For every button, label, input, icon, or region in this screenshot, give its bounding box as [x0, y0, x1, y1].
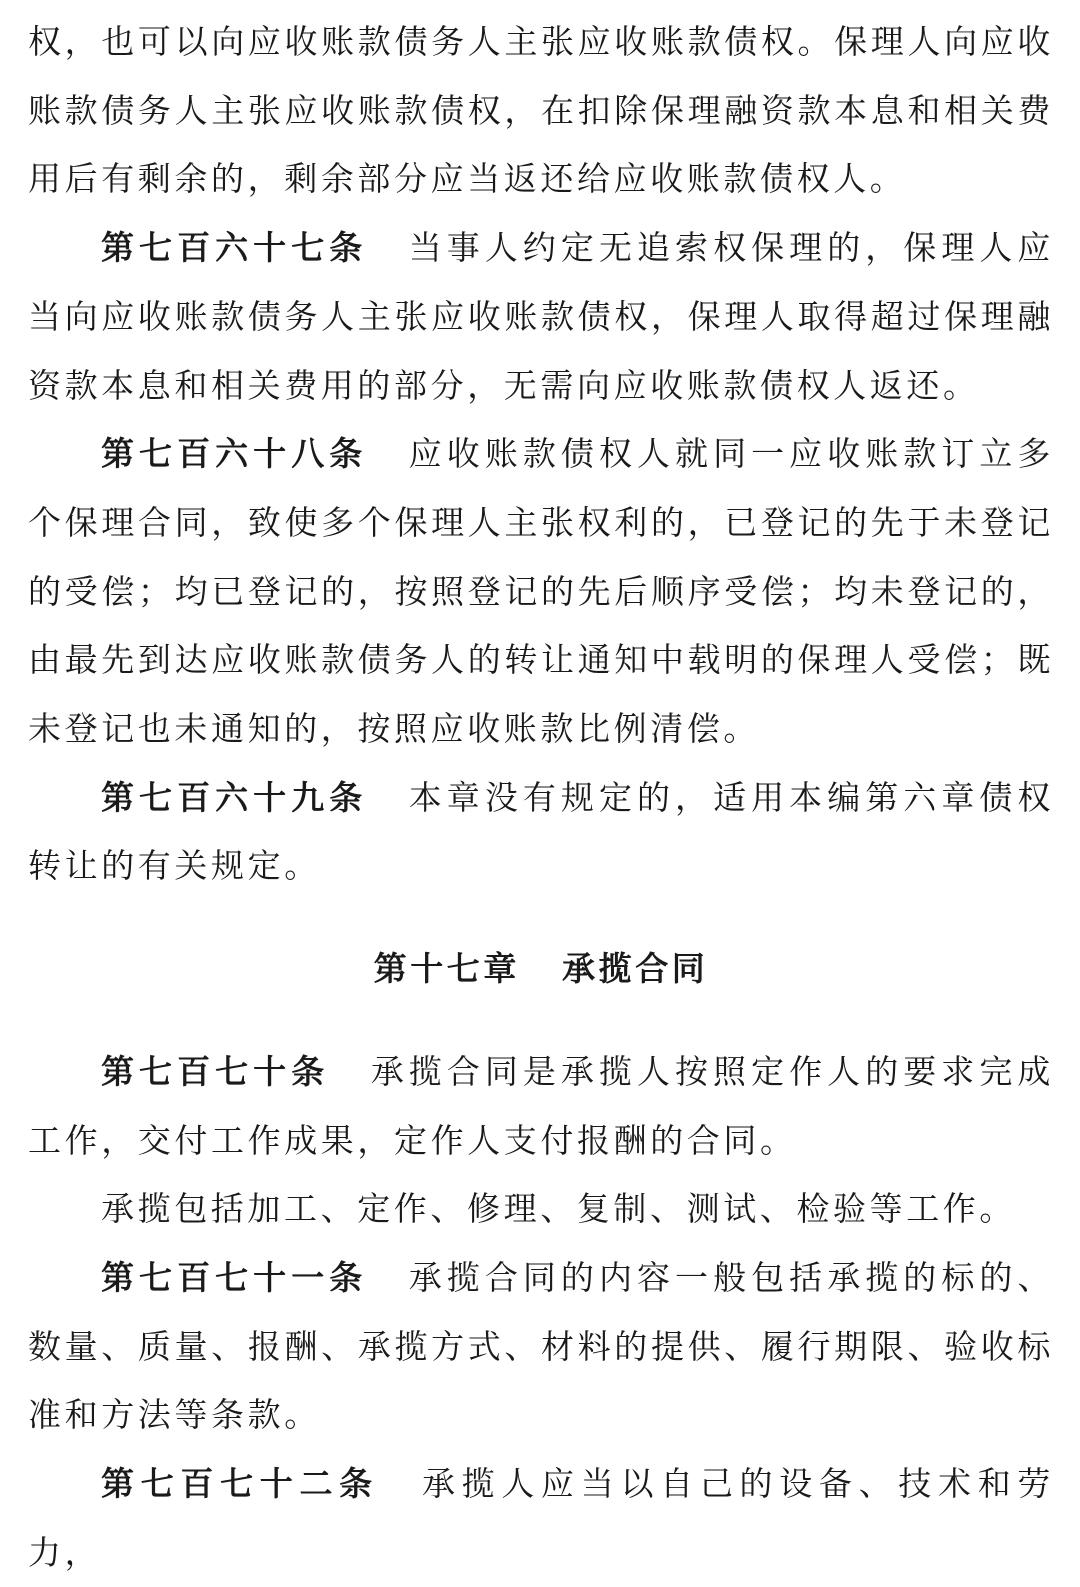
article-text: 应收账款债权人就同一应收账款订立多个保理合同，致使多个保理人主张权利的，已登记的先于未登记的受偿；均已登记的，按照登记的先后顺序受偿；均未登记的，由最先到达应收账款债务人的转让通知中载明的保理人受偿；既未登记也未通知的，按照应收账款比例清偿。 [28, 434, 1055, 749]
article-text: 当事人约定无追索权保理的，保理人应当向应收账款债务人主张应收账款债权，保理人取得超过保理融资款本息和相关费用的部分，无需向应收账款债权人返还。 [28, 228, 1055, 405]
article-770-clause-2 [28, 1175, 1054, 1244]
chapter-heading [28, 935, 1054, 1004]
article-text: 本章没有规定的，适用本编第六章债权转让的有关规定。 [28, 777, 1055, 886]
article-number: 第七百六十八条 [101, 434, 368, 474]
paragraph-continued [28, 8, 1054, 214]
chapter-number: 第十七章 [373, 949, 520, 989]
article-number: 第七百六十九条 [101, 777, 368, 817]
article-767 [28, 214, 1054, 420]
article-number: 第七百七十二条 [101, 1464, 379, 1504]
article-number: 第七百七十条 [101, 1051, 330, 1091]
paragraph-text: 承揽包括加工、定作、修理、复制、测试、检验等工作。 [101, 1189, 1016, 1229]
article-text: 承揽合同是承揽人按照定作人的要求完成工作，交付工作成果，定作人支付报酬的合同。 [28, 1051, 1054, 1160]
article-text: 承揽合同的内容一般包括承揽的标的、数量、质量、报酬、承揽方式、材料的提供、履行期限、验收标准和方法等条款。 [28, 1257, 1055, 1435]
paragraph-text: 权，也可以向应收账款债务人主张应收账款债权。保理人向应收账款债务人主张应收账款债权，在扣除保理融资款本息和相关费用后有剩余的，剩余部分应当返还给应收账款债权人。 [28, 22, 1054, 199]
article-768 [28, 420, 1054, 764]
article-770 [28, 1038, 1054, 1175]
article-771 [28, 1244, 1054, 1450]
article-text: 承揽人应当以自己的设备、技术和劳力， [28, 1464, 1054, 1572]
chapter-title: 承揽合同 [562, 949, 709, 989]
document-page [28, 8, 1054, 1587]
article-number: 第七百六十七条 [101, 228, 368, 268]
article-number: 第七百七十一条 [101, 1257, 368, 1297]
article-769 [28, 764, 1054, 901]
article-772 [28, 1450, 1054, 1587]
